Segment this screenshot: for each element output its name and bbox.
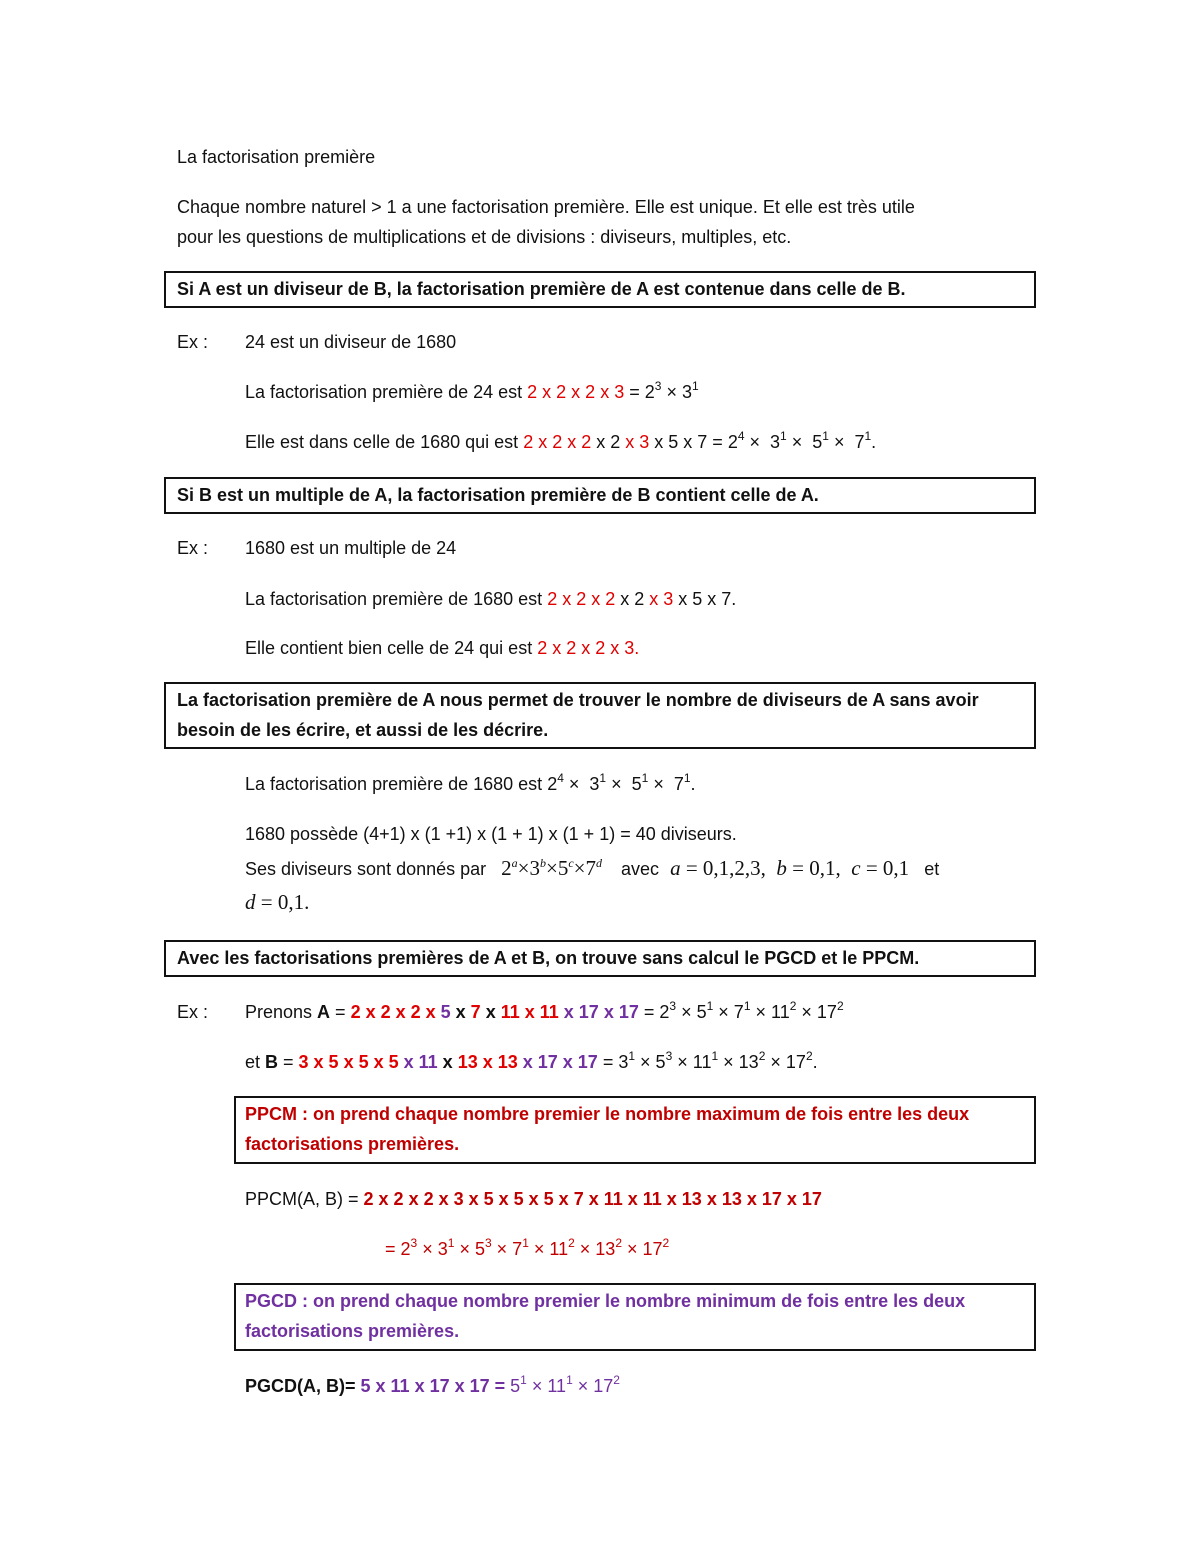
ex2-contains-prefix: Elle contient bien celle de 24 qui est xyxy=(245,638,538,658)
ex1-factorisation-24 xyxy=(245,380,699,404)
ppcm-label: PPCM(A, B) = xyxy=(245,1189,364,1209)
ex1-in-red2: x 3 xyxy=(625,432,650,452)
ppcm-result xyxy=(245,1187,822,1211)
div-avec: avec xyxy=(621,859,660,879)
ex3-a-power: = $2^3 \times 5^1 \times 7^1 \times 11^2 \times 17^2$ xyxy=(638,999,844,1022)
rule-divisor-count-line-1: La factorisation première de A nous permet de trouver le nombre de diviseurs de A sans avoir xyxy=(177,690,979,710)
pgcd-power: $5^1 \times 11^1 \times 17^2$ xyxy=(510,1373,620,1396)
div-description xyxy=(245,856,939,881)
page-title: La factorisation première xyxy=(177,147,376,167)
ppcm-product: 2 x 2 x 2 x 3 x 5 x 5 x 5 x 7 x 11 x 11 x 13 x 13 x 17 x 17 xyxy=(363,1189,822,1209)
rule-divisor-count-line-2: besoin de les écrire, et aussi de les décrire. xyxy=(177,720,549,740)
ex3-et: et xyxy=(245,1052,266,1072)
div-factorisation xyxy=(245,772,696,796)
div-given-prefix: Ses diviseurs sont donnés par xyxy=(245,859,487,879)
ex3-b-black1: x xyxy=(442,1052,453,1072)
ex2-fact-black1: x 2 xyxy=(615,589,650,609)
ex2-factorisation-1680 xyxy=(245,587,736,611)
ex2-statement: 1680 est un multiple de 24 xyxy=(245,538,457,558)
ex2-fact-red1: 2 x 2 x 2 xyxy=(547,589,616,609)
ex3-a-red2: 7 xyxy=(465,1002,486,1022)
ex3-a-eq: = xyxy=(330,1002,351,1022)
ex1-label: Ex : xyxy=(177,332,209,352)
ex2-fact-black2: x 5 x 7. xyxy=(673,589,737,609)
ex1-in-prefix: Elle est dans celle de 1680 qui est xyxy=(245,432,524,452)
div-fact-prefix: La factorisation première de 1680 est xyxy=(245,774,548,794)
pgcd-product: 5 x 11 x 17 x 17 = xyxy=(360,1376,511,1396)
ex3-b-red1: 3 x 5 x 5 x 5 xyxy=(298,1052,399,1072)
ex1-fact-power: $2^3 \times 3^1$ xyxy=(644,379,699,402)
div-fact-power: $2^4 \times 3^1 \times 5^1 \times 7^1$. xyxy=(547,771,696,794)
ex3-b-name: B xyxy=(265,1052,279,1072)
div-exponent-d: d = 0,1. xyxy=(245,890,310,914)
ex3-b-purp2: x 17 x 17 xyxy=(522,1052,598,1072)
ex3-a-name: A xyxy=(317,1002,331,1022)
ex3-a-red1: 2 x 2 x 2 x xyxy=(350,1002,436,1022)
ex3-a-black2: x xyxy=(485,1002,496,1022)
ex1-in-black2: x 5 x 7 = xyxy=(649,432,728,452)
ppcm-power: = $2^3 \times 3^1 \times 5^3 \times 7^1 \times 11^2 \times 13^2 \times 17^2$ xyxy=(385,1236,670,1259)
ex2-fact-red2: x 3 xyxy=(649,589,674,609)
ex1-fact-eq: = xyxy=(624,382,645,402)
ex1-statement: 24 est un diviseur de 1680 xyxy=(245,332,457,352)
rule-ppcm-line-1: PPCM : on prend chaque nombre premier le nombre maximum de fois entre les deux xyxy=(245,1104,970,1124)
ex1-in-1680 xyxy=(245,430,876,454)
ex1-in-black1: x 2 xyxy=(591,432,626,452)
rule-ppcm-line-2: factorisations premières. xyxy=(245,1134,460,1154)
div-count: 1680 possède (4+1) x (1 +1) x (1 + 1) x (1 + 1) = 40 diviseurs. xyxy=(245,824,737,844)
ex1-in-power: $2^4 \times 3^1 \times 5^1 \times 7^1$. xyxy=(727,429,877,452)
ex3-label: Ex : xyxy=(177,1002,209,1022)
div-exponent-values: a = 0,1,2,3, b = 0,1, c = 0,1 xyxy=(670,856,910,880)
ex2-contains-colored: 2 x 2 x 2 x 3. xyxy=(537,638,640,658)
rule-multiple-text: Si B est un multiple de A, la factorisation première de B contient celle de A. xyxy=(177,485,819,505)
ex2-contains xyxy=(245,636,639,660)
intro-line-1: Chaque nombre naturel > 1 a une factorisation première. Elle est unique. Et elle est très utile xyxy=(177,197,915,217)
ex1-fact-prefix: La factorisation première de 24 est xyxy=(245,382,528,402)
intro-line-2: pour les questions de multiplications et de divisions : diviseurs, multiples, etc. xyxy=(177,227,792,247)
ex3-b-definition xyxy=(245,1050,818,1074)
ex1-fact-colored: 2 x 2 x 2 x 3 xyxy=(527,382,625,402)
ex1-in-red1: 2 x 2 x 2 xyxy=(523,432,592,452)
ex3-a-purp2: x 17 x 17 xyxy=(563,1002,639,1022)
ex3-b-power: = $3^1 \times 5^3 \times 11^1 \times 13^2 \times 17^2$. xyxy=(597,1049,818,1072)
ex3-b-red2: 13 x 13 xyxy=(452,1052,523,1072)
ex3-prenons: Prenons xyxy=(245,1002,318,1022)
ex3-b-purp1: x 11 xyxy=(398,1052,443,1072)
ex3-a-purp1: 5 xyxy=(435,1002,456,1022)
ex3-b-eq: = xyxy=(278,1052,299,1072)
pgcd-label: PGCD(A, B)= xyxy=(245,1376,361,1396)
rule-divisor-text: Si A est un diviseur de B, la factorisation première de A est contenue dans celle de B. xyxy=(177,279,906,299)
div-et: et xyxy=(924,859,940,879)
rule-pgcd-line-2: factorisations premières. xyxy=(245,1321,460,1341)
rule-pgcd-line-1: PGCD : on prend chaque nombre premier le nombre minimum de fois entre les deux xyxy=(245,1291,966,1311)
ex3-a-definition xyxy=(245,1000,844,1024)
rule-pgcd-ppcm-text: Avec les factorisations premières de A et B, on trouve sans calcul le PGCD et le PPCM. xyxy=(177,948,920,968)
ex3-a-red3: 11 x 11 xyxy=(495,1002,564,1022)
ex2-fact-prefix: La factorisation première de 1680 est xyxy=(245,589,548,609)
pgcd-result xyxy=(245,1374,620,1398)
div-formula: $2^a\times 3^b\times 5^c\times 7^d$ xyxy=(501,856,603,880)
ex3-a-black1: x xyxy=(455,1002,466,1022)
ex2-label: Ex : xyxy=(177,538,209,558)
